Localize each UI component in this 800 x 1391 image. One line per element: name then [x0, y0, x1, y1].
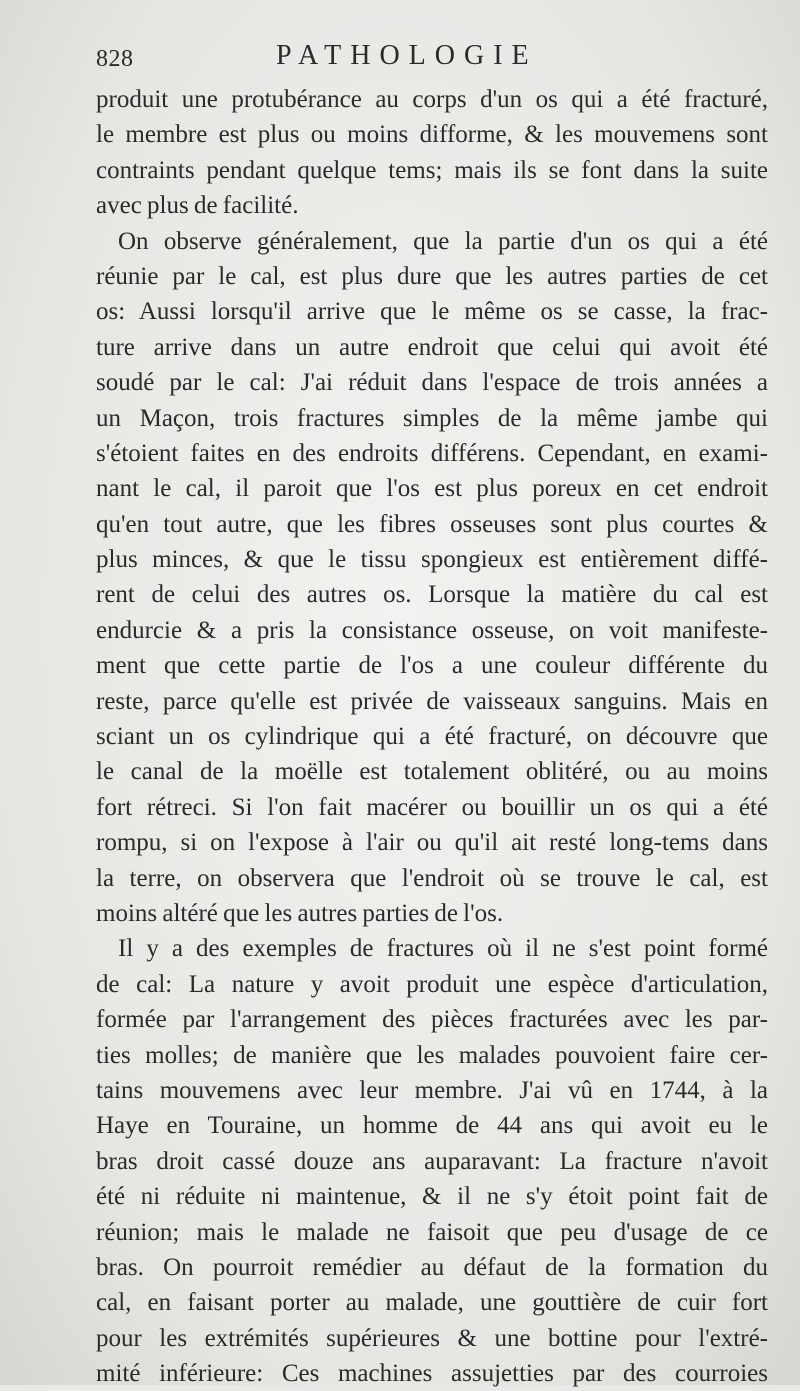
text-line: os: Aussi lorsqu'il arrive que le même os se casse, la frac-	[96, 298, 768, 326]
text-line: moins altéré que les autres parties de l'os.	[96, 899, 504, 927]
text-line: contraints pendant quelque tems; mais ils se font dans la suite	[96, 156, 768, 184]
text-line: rompu, si on l'expose à l'air ou qu'il ait resté long-tems dans	[96, 829, 768, 857]
running-head: PATHOLOGIE	[276, 40, 538, 71]
text-line: s'étoient faites en des endroits différens. Cependant, en exami-	[96, 439, 768, 467]
text-line: soudé par le cal: J'ai réduit dans l'espace de trois années a	[96, 369, 768, 397]
text-line: Haye en Touraine, un homme de 44 ans qui avoit eu le	[96, 1112, 768, 1140]
text-line: un Maçon, trois fractures simples de la même jambe qui	[96, 404, 768, 432]
text-line: bras droit cassé douze ans auparavant: La fracture n'avoit	[96, 1147, 768, 1175]
text-line: réunie par le cal, est plus dure que les autres parties de cet	[96, 262, 768, 290]
text-line: tains mouvemens avec leur membre. J'ai vû en 1744, à la	[96, 1076, 768, 1104]
text-line: mité inférieure: Ces machines assujetties par des courroies	[96, 1360, 768, 1388]
text-line: nant le cal, il paroit que l'os est plus poreux en cet endroit	[96, 475, 768, 503]
text-line: endurcie & a pris la consistance osseuse, on voit manifeste-	[96, 616, 768, 644]
text-line: avec plus de facilité.	[96, 192, 299, 220]
page-header	[96, 40, 766, 80]
text-line: plus minces, & que le tissu spongieux est entièrement diffé-	[96, 546, 768, 574]
text-line: Il y a des exemples de fractures où il ne s'est point formé	[118, 935, 768, 963]
text-line: formée par l'arrangement des pièces fracturées avec les par-	[96, 1006, 768, 1034]
text-line: ment que cette partie de l'os a une couleur différente du	[96, 652, 768, 680]
text-line: On observe généralement, que la partie d'un os qui a été	[118, 227, 768, 255]
text-line: été ni réduite ni maintenue, & il ne s'y étoit point fait de	[96, 1183, 768, 1211]
text-line: la terre, on observera que l'endroit où se trouve le cal, est	[96, 864, 768, 892]
text-line: qu'en tout autre, que les fibres osseuses sont plus courtes &	[96, 510, 768, 538]
text-line: de cal: La nature y avoit produit une espèce d'articulation,	[96, 970, 768, 998]
text-line: fort rétreci. Si l'on fait macérer ou bouillir un os qui a été	[96, 793, 768, 821]
text-line: réunion; mais le malade ne faisoit que peu d'usage de ce	[96, 1218, 768, 1246]
body-text	[96, 82, 768, 1391]
text-line: ties molles; de manière que les malades pouvoient faire cer-	[96, 1041, 768, 1069]
text-line: cal, en faisant porter au malade, une gouttière de cuir fort	[96, 1289, 768, 1317]
text-line: le membre est plus ou moins difforme, & les mouvemens sont	[96, 121, 768, 149]
text-line: bras. On pourroit remédier au défaut de la formation du	[96, 1253, 768, 1281]
text-line: sciant un os cylindrique qui a été fracturé, on découvre que	[96, 723, 768, 751]
text-line: ture arrive dans un autre endroit que celui qui avoit été	[96, 333, 768, 361]
page-number: 828	[96, 46, 134, 72]
text-line: produit une protubérance au corps d'un os qui a été fracturé,	[96, 86, 768, 113]
text-line: pour les extrémités supérieures & une bottine pour l'extré-	[96, 1324, 768, 1352]
text-line: reste, parce qu'elle est privée de vaisseaux sanguins. Mais en	[96, 687, 768, 715]
text-line: le canal de la moëlle est totalement oblitéré, ou au moins	[96, 758, 768, 786]
text-line: rent de celui des autres os. Lorsque la matière du cal est	[96, 581, 768, 609]
